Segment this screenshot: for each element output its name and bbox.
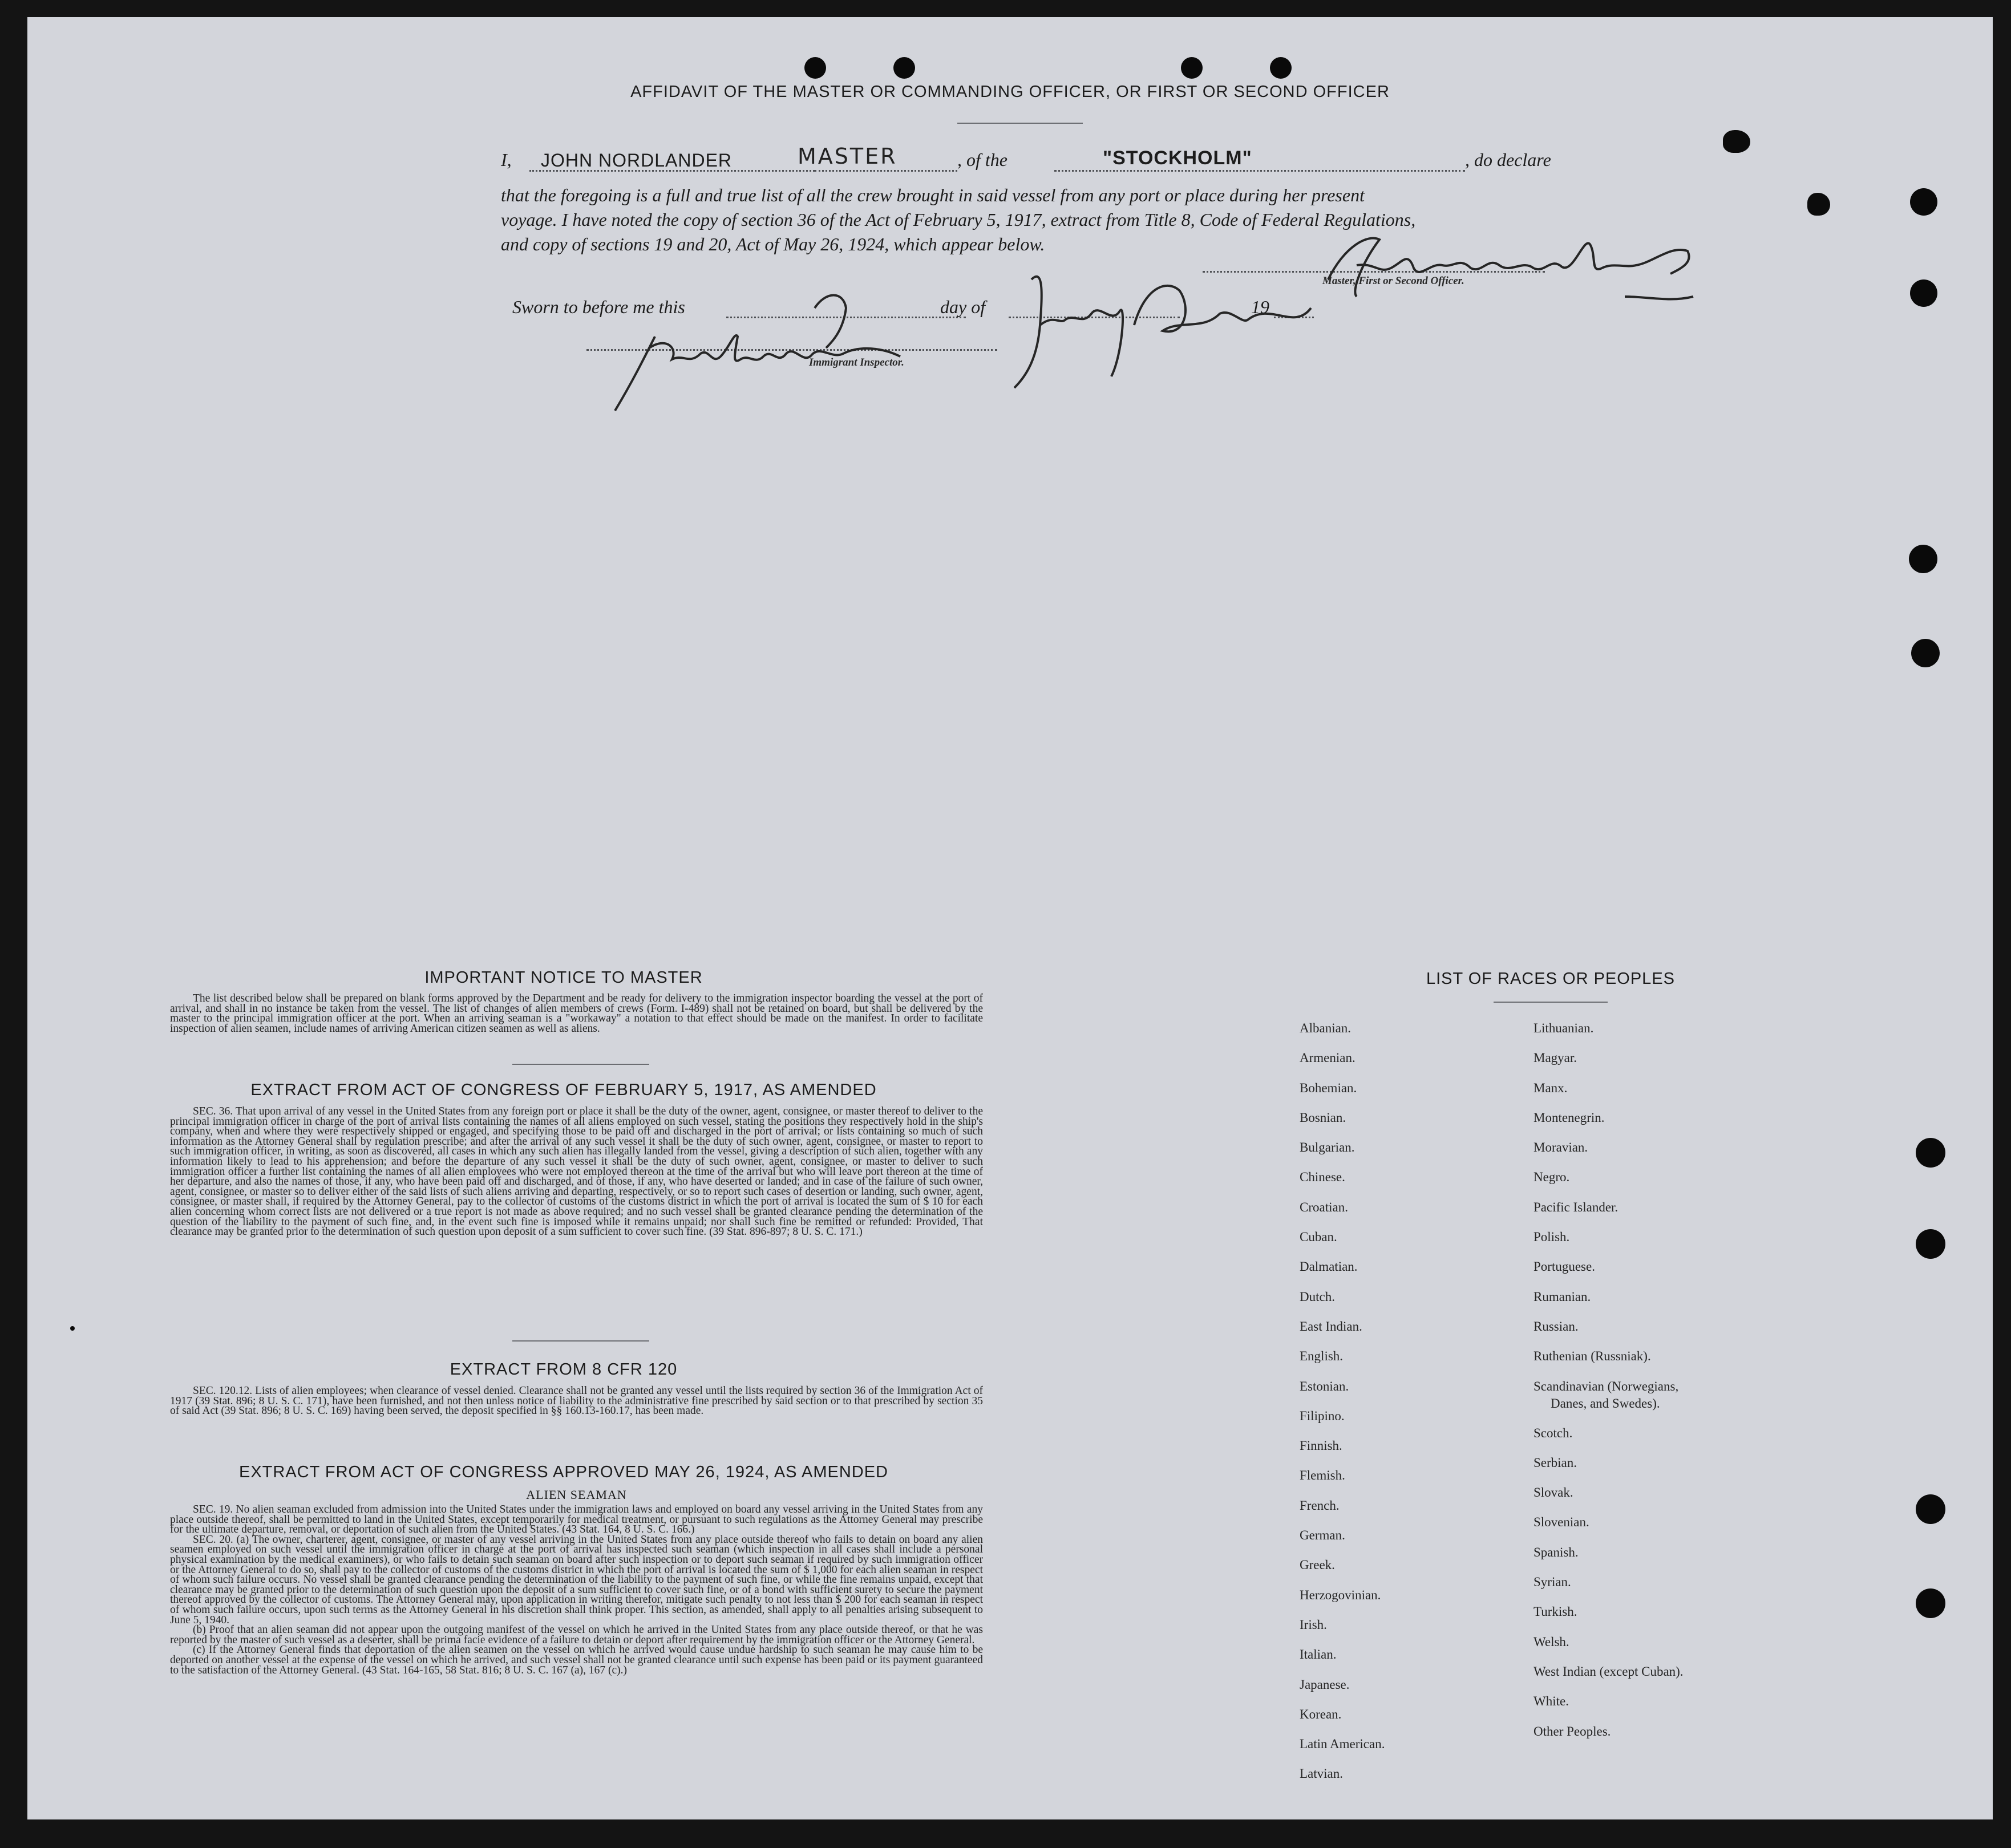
sec-20c-paragraph: (c) If the Attorney General finds that deportation of the alien seamen on the vessel on which he arrived would cause undue hardship to such seaman he may cause him to be deported on another vessel at the expense of the vessel on which he arrived, and such vessel shall not be granted clearance until such expense has been paid or its payment guaranteed to the satisfaction of the Attorney General. (43 Stat. 164-165, 58 Stat. 816; 8 U. S. C. 167 (a), 167 (c).) [170,1644,983,1676]
rank-handwritten: MASTER [798,144,897,169]
extract-1917-text [170,1107,983,1237]
race-item: Turkish. [1533,1604,1577,1619]
notice-text [170,994,983,1034]
race-item: Albanian. [1300,1021,1352,1035]
year-prefix: 19 [1251,297,1269,317]
race-item: Portuguese. [1533,1259,1595,1274]
race-item: Bulgarian. [1300,1140,1355,1155]
race-item: Russian. [1533,1319,1579,1334]
race-item: Herzogovinian. [1300,1587,1381,1602]
race-item: Finnish. [1300,1438,1342,1453]
affidavit-line-2: that the foregoing is a full and true list of all the crew brought in said vessel from any port or place during her present [501,185,1365,205]
punch-hole [893,57,915,79]
divider [512,1064,649,1065]
race-item: East Indian. [1300,1319,1362,1334]
sworn-label: Sworn to before me this [512,297,685,317]
sec-20a-paragraph: SEC. 20. (a) The owner, charterer, agent, consignee, or master of any vessel arriving in the United States from any place outside thereof who fails to detain on board any alien seamen employed on such vessel until the immigration officer in charge at the port of arrival has inspected such seaman (which inspection in all cases shall include a personal physical examination by the medical examiners), or who fails to detain such seaman on board after such inspection or to deport such seaman if required by such immigration officer or the Attorney General to do so, shall pay to the collector of customs of the customs district in which the port of arrival is located the sum of $ 1,000 for each alien seaman in respect of whom such failure occurs. No vessel shall be granted clearance pending the determination of the liability to the payment of such fine, or while the fine remains unpaid, except that clearance may be granted prior to the determination of such question upon the deposit of a sum sufficient to cover such fine, or of a bond with sufficient surety to secure the payment thereof approved by the collector of customs. The Attorney General may, upon application in writing therefor, mitigate such penalty to not less than $ 200 for each seaman in respect of whom such failure occurs, upon such terms as the Attorney General in his discretion shall think proper. This section, as amended, shall apply to all penalties arising subsequent to June 5, 1940. [170,1533,983,1626]
declare-label: , do declare [1465,149,1551,170]
form-page [27,17,1993,1819]
race-item: Lithuanian. [1533,1021,1594,1035]
punch-hole [1916,1229,1945,1259]
race-item: Filipino. [1300,1408,1345,1423]
race-item: Scandinavian (Norwegians, [1533,1379,1679,1393]
extract-1924-title: EXTRACT FROM ACT OF CONGRESS APPROVED MAY 26, 1924, AS AMENDED [239,1463,888,1481]
races-left-column [1300,1014,1385,1789]
day-of-label: day of [940,297,986,317]
race-item: Rumanian. [1533,1289,1591,1304]
race-item: Other Peoples. [1533,1724,1611,1738]
race-item: Slovak. [1533,1485,1573,1500]
punch-hole [1910,279,1937,307]
race-item: Dutch. [1300,1289,1335,1304]
race-item: Scotch. [1533,1425,1573,1440]
punch-hole [1910,188,1937,216]
punch-hole [1270,57,1292,79]
race-item: Cuban. [1300,1230,1337,1245]
race-item: Polish. [1533,1230,1570,1245]
race-item: Welsh. [1533,1634,1569,1649]
of-the-label: , of the [957,149,1007,170]
alien-seaman-subtitle: ALIEN SEAMAN [526,1488,627,1502]
race-item: White. [1533,1694,1569,1709]
dotted-line [529,170,815,172]
inspector-caption: Immigrant Inspector. [809,356,904,368]
sec-120-paragraph: SEC. 120.12. Lists of alien employees; when clearance of vessel denied. Clearance shall not be granted any vessel until the lists required by section 36 of the Immigration Act of 1917 (39 Stat. 896; 8 U. S. C. 171), have been furnished, and not then unless notice of liability to the administrative fine prescribed by said section or to that prescribed by section 35 of said Act (39 Stat. 896; 8 U. S. C. 169) having been served, the deposit specified in §§ 160.13-160.17, has been made. [170,1385,983,1417]
race-item: Latin American. [1300,1737,1385,1752]
races-title: LIST OF RACES OR PEOPLES [1426,970,1676,988]
extract-1924-text [170,1505,983,1675]
divider [1494,1002,1608,1003]
race-item: Flemish. [1300,1468,1345,1483]
extract-cfr-text [170,1386,983,1416]
signer-caption: Master, First or Second Officer. [1322,275,1464,287]
race-item: Danes, and Swedes). [1551,1396,1660,1411]
punch-hole [1916,1494,1945,1524]
race-item: Armenian. [1300,1051,1355,1065]
race-item: Negro. [1533,1170,1570,1185]
race-item: Italian. [1300,1647,1337,1662]
ink-blot [1723,130,1750,153]
race-item: Estonian. [1300,1379,1349,1393]
notice-title: IMPORTANT NOTICE TO MASTER [424,968,703,987]
sec-20b-paragraph: (b) Proof that an alien seaman did not appear upon the outgoing manifest of the vessel on which he arrived in the United States from any place outside thereof, or that he was reported by the master of such vessel as a deserter, shall be prima facie evidence of a failure to detain or deport after requirement by the immigration officer or the Attorney General. [170,1624,983,1646]
race-item: Japanese. [1300,1677,1350,1692]
race-item: Greek. [1300,1558,1335,1573]
race-item: Ruthenian (Russniak). [1533,1349,1651,1364]
punch-hole [1911,639,1940,667]
punch-hole [1909,545,1937,573]
dotted-line [815,170,957,172]
punch-hole [1181,57,1203,79]
race-item: Manx. [1533,1080,1568,1095]
punch-hole [1916,1588,1945,1618]
race-item: Serbian. [1533,1455,1577,1470]
divider [512,1340,649,1342]
punch-hole [1916,1138,1945,1168]
race-item: West Indian (except Cuban). [1533,1664,1684,1679]
race-item: Spanish. [1533,1545,1579,1559]
race-item: Magyar. [1533,1051,1577,1065]
punch-hole [70,1326,75,1331]
race-item: Bohemian. [1300,1080,1357,1095]
sec-36-paragraph: SEC. 36. That upon arrival of any vessel in the United States from any foreign port or place it shall be the duty of the owner, agent, consignee, or master thereof to deliver to the principal immigration officer in charge of the port of arrival lists containing the names of all aliens employed on such vessel, stating the positions they respectively hold in the ship's company, when and where they were respectively shipped or engaged, and specifying those to be paid off and discharged in the port of arrival; or lists containing so much of such information as the Attorney General shall by regulation prescribe; and after the arrival of any such vessel it shall be the duty of such owner, agent, consignee, or master to report to such immigration officer, in writing, as soon as discovered, all cases in which any such alien has illegally landed from the vessel, giving a description of such alien, together with any information likely to lead to his apprehension; and before the departure of any such vessel it shall be the duty of such owner, agent, consignee, or master to deliver to such immigration officer a further list containing the names of all alien employees who were not employed thereon at the time of the arrival but who will leave port thereon at the time of her departure, and also the names of those, if any, who have been paid off and discharged, and of those, if any, who have deserted or landed; and in case of the failure of such owner, agent, consignee, or master so to deliver either of the said lists of such aliens arriving and departing, respectively, or so to report such cases of desertion or landing, such owner, agent, consignee, or master shall, if required by the Attorney General, pay to the collector of customs of the customs district in which the port of arrival is located the sum of $ 10 for each alien concerning whom correct lists are not delivered or a true report is not made as above required; and no such vessel shall be granted clearance pending the determination of the question of the liability to the payment of such fine, and, in the event such fine is imposed while it remains unpaid; nor shall such fine be remitted or refunded: Provided, That clearance may be granted prior to the determination of such question upon deposit of a sum sufficient to cover such fine. (39 Stat. 896-897; 8 U. S. C. 171.) [170,1105,983,1238]
affidavit-prefix: I, [501,149,512,170]
race-item: Syrian. [1533,1575,1571,1590]
race-item: Irish. [1300,1617,1327,1632]
race-item: Dalmatian. [1300,1259,1358,1274]
sec-19-paragraph: SEC. 19. No alien seaman excluded from admission into the United States under the immigration laws and employed on board any vessel arriving in the United States from any place outside thereof, shall be permitted to land in the United States, except temporarily for medical treatment, or pursuant to such regulations as the Attorney General may prescribe for the ultimate departure, removal, or deportation of such alien from the United States. (43 Stat. 164, 8 U. S. C. 166.) [170,1503,983,1536]
race-item: Bosnian. [1300,1110,1346,1125]
extract-1917-title: EXTRACT FROM ACT OF CONGRESS OF FEBRUARY 5, 1917, AS AMENDED [250,1081,877,1099]
race-item: Croatian. [1300,1199,1348,1214]
race-item: Korean. [1300,1707,1342,1721]
form-header: AFFIDAVIT OF THE MASTER OR COMMANDING OFFICER, OR FIRST OR SECOND OFFICER [630,83,1390,101]
race-item: German. [1300,1528,1345,1543]
ink-blot [1807,193,1830,216]
master-name: JOHN NORDLANDER [541,150,733,171]
race-item: Chinese. [1300,1170,1345,1185]
race-item: Moravian. [1533,1140,1588,1155]
dotted-line [1054,170,1465,172]
vessel-name: "STOCKHOLM" [1103,147,1252,169]
race-item: Latvian. [1300,1766,1343,1781]
race-item: Pacific Islander. [1533,1199,1618,1214]
affidavit-line-3: voyage. I have noted the copy of section 36 of the Act of February 5, 1917, extract from Title 8, Code of Federal Regulations, [501,209,1416,230]
race-item: French. [1300,1498,1340,1513]
race-item: English. [1300,1349,1344,1364]
punch-hole [804,57,826,79]
extract-cfr-title: EXTRACT FROM 8 CFR 120 [450,1360,678,1379]
notice-paragraph: The list described below shall be prepared on blank forms approved by the Department and be ready for delivery to the immigration inspector boarding the vessel at the port of arrival, and shall in no instance be taken from the vessel. The list of changes of alien members of crews (Form. I-489) shall not be retained on board, but shall be delivered by the master to the principal immigration officer at the port. When an arriving seaman is a "workaway" a notation to that effect should be made on the manifest. In order to facilitate inspection of alien seamen, include names of arriving American citizen seamen as well as aliens. [170,992,983,1035]
affidavit-line-4: and copy of sections 19 and 20, Act of May 26, 1924, which appear below. [501,234,1045,254]
inspector-signature [592,314,992,428]
affidavit-line-1 [501,149,512,171]
races-right-column [1533,1014,1684,1746]
race-item: Slovenian. [1533,1515,1589,1530]
divider [957,123,1083,124]
race-item: Montenegrin. [1533,1110,1605,1125]
